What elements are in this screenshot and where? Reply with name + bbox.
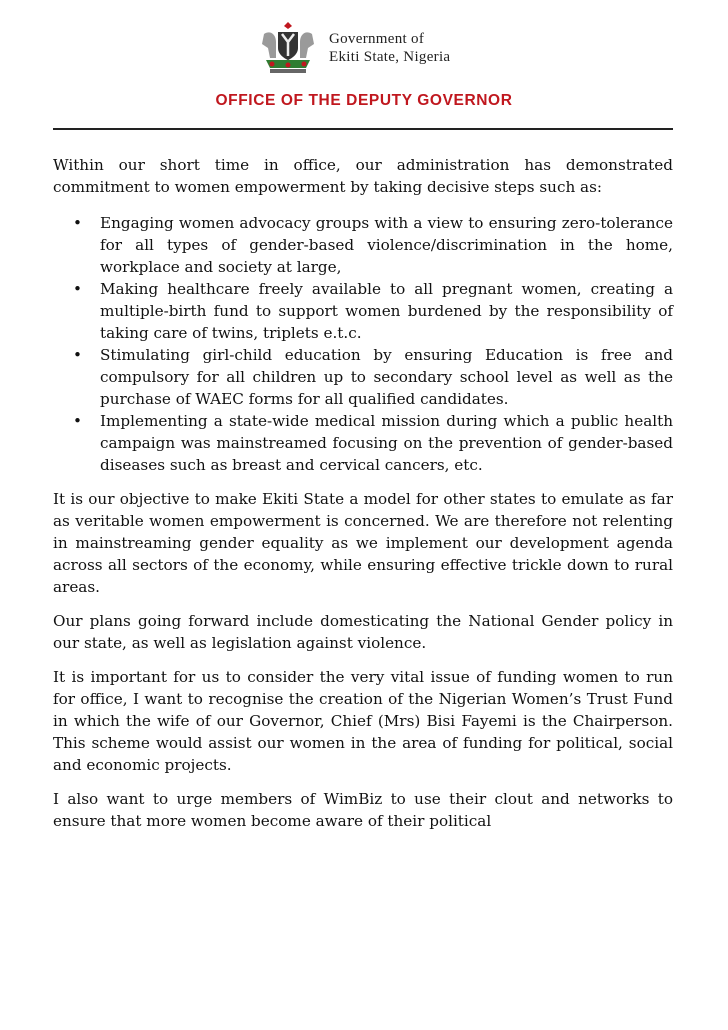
funding-paragraph: It is important for us to consider the very vital issue of funding women to run for office, I want to recognise the creation of the Nigerian Women’s Trust Fund in which the wife of our Governor, Chief (Mrs) Bisi Fayemi is the Chairperson. This scheme would assist our women in the area of funding for political, social and economic projects. — [53, 668, 673, 774]
list-item: • Implementing a state-wide medical mission during which a public health campaign was mainstreamed focusing on the prevention of gender-based diseases such as breast and cervical cancers, etc. — [73, 412, 673, 474]
bullet-icon: • — [73, 280, 82, 298]
letter-body — [53, 154, 673, 844]
objective-paragraph: It is our objective to make Ekiti State a model for other states to emulate as far as veritable women empowerment is concerned. We are therefore not relenting in mainstreaming gender equality as we implement our development agenda across all sectors of the economy, while ensuring effective trickle down to rural areas. — [53, 490, 673, 596]
plans-paragraph: Our plans going forward include domesticating the National Gender policy in our state, as well as legislation against violence. — [53, 612, 673, 652]
list-item: • Engaging women advocacy groups with a view to ensuring zero-tolerance for all types of gender-based violence/discrimination in the home, workplace and society at large, — [73, 214, 673, 276]
intro-paragraph: Within our short time in office, our administration has demonstrated commitment to women empowerment by taking decisive steps such as: — [53, 156, 673, 196]
government-of-line: Government of — [329, 31, 425, 47]
bullet-icon: • — [73, 346, 82, 364]
list-item: • Stimulating girl-child education by ensuring Education is free and compulsory for all children up to secondary school level as well as the purchase of WAEC forms for all qualified candidates. — [73, 346, 673, 408]
wimbiz-paragraph: I also want to urge members of WimBiz to use their clout and networks to ensure that more women become aware of their political — [53, 790, 673, 830]
bullet-icon: • — [73, 214, 82, 232]
bullet-icon: • — [73, 412, 82, 430]
state-line: Ekiti State, Nigeria — [329, 49, 451, 65]
coat-of-arms-icon — [258, 20, 318, 76]
government-title — [329, 30, 450, 66]
header-divider — [53, 128, 673, 130]
list-item: • Making healthcare freely available to all pregnant women, creating a multiple-birth fund to support women burdened by the responsibility of taking care of twins, triplets e.t.c. — [73, 280, 673, 342]
office-title: OFFICE OF THE DEPUTY GOVERNOR — [215, 92, 513, 109]
achievements-list — [53, 212, 673, 476]
